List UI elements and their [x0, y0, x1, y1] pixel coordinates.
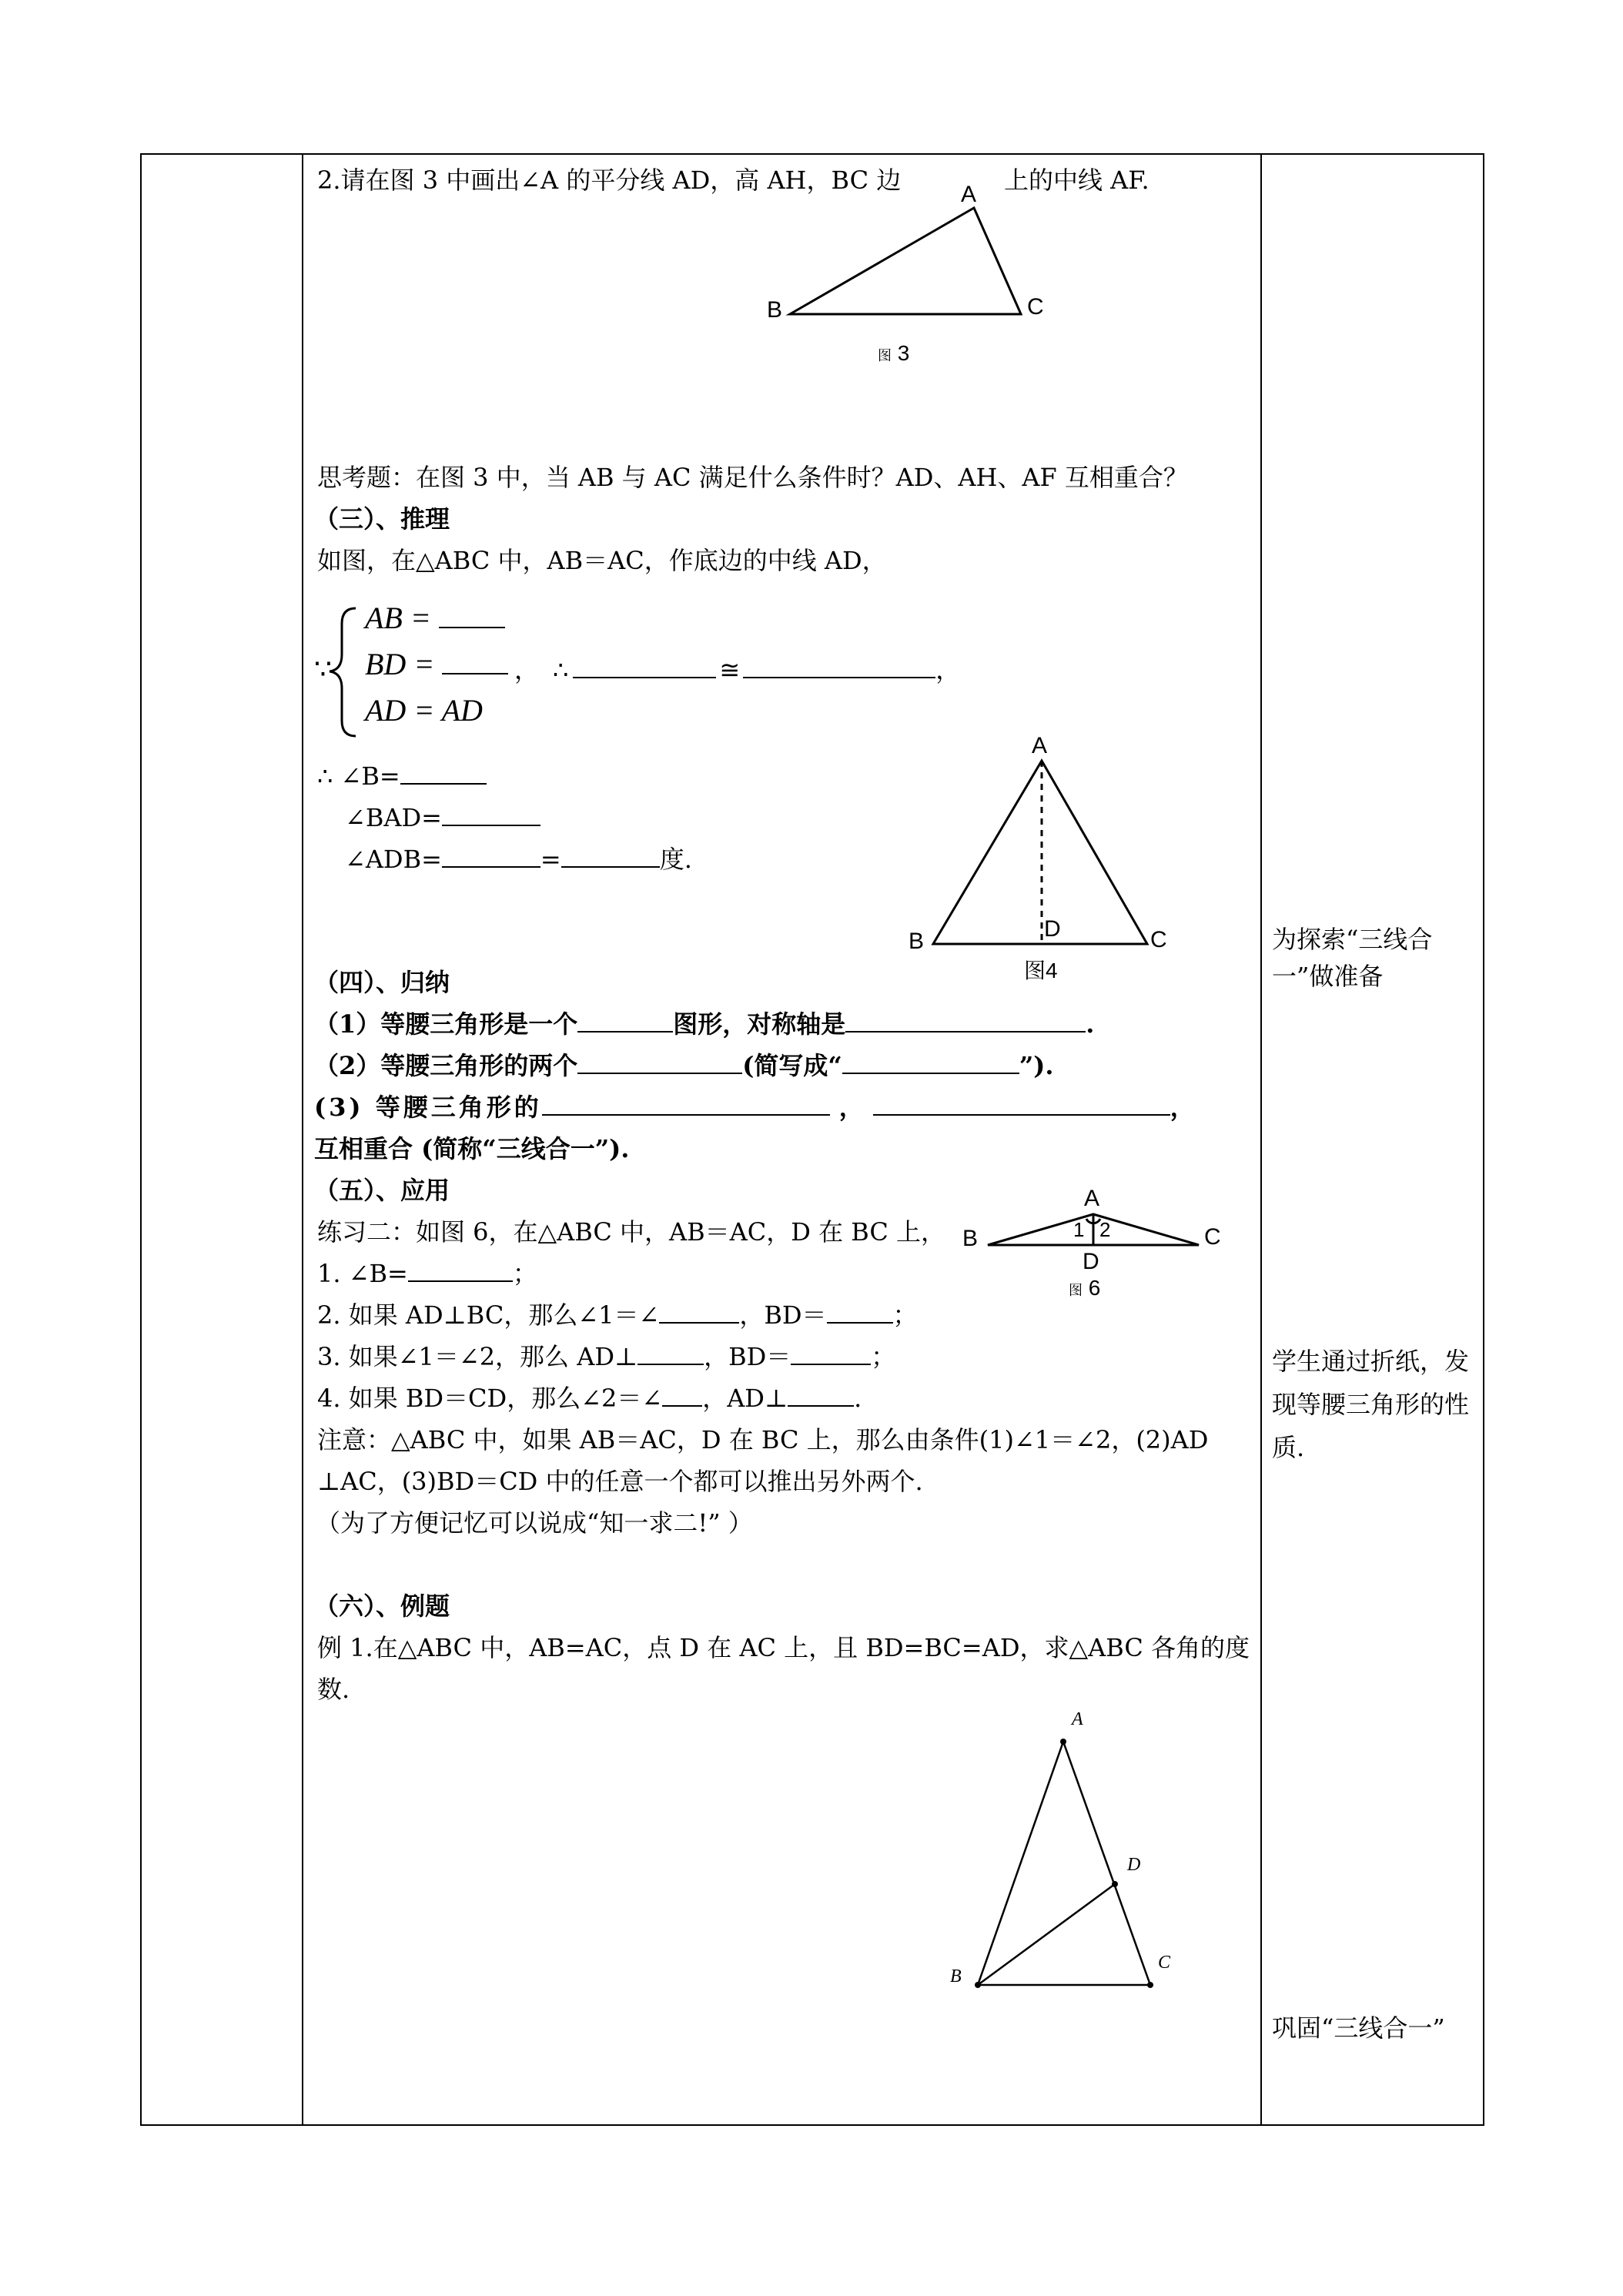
blank-two-items[interactable] — [577, 1049, 742, 1074]
attention-note-1: 注意：△ABC 中，如果 AB＝AC，D 在 BC 上，那么由条件(1)∠1＝∠2，(2)AD — [317, 1425, 1209, 1454]
question-1: 1. ∠B= ； — [317, 1259, 537, 1288]
fig4-label-d: D — [1044, 916, 1061, 942]
ex1-label-a: A — [1072, 1709, 1083, 1729]
think-question: 思考题：在图 3 中，当 AB 与 AC 满足什么条件时？AD、AH、AF 互相重合？ — [317, 463, 1188, 492]
blank-line-1[interactable] — [542, 1091, 830, 1116]
task2-text-tail: 上的中线 AF. — [1004, 166, 1149, 195]
blank-angle-bad[interactable] — [442, 802, 540, 826]
blank-line-2[interactable] — [873, 1091, 1170, 1116]
ex1-label-d: D — [1127, 1855, 1141, 1875]
fig4-caption: 图4 — [1024, 959, 1058, 982]
section5-heading: （五）、应用 — [314, 1176, 450, 1205]
angle-b-line: ∴ ∠B= — [317, 759, 487, 793]
fig4-label-c: C — [1150, 927, 1167, 952]
section3-intro: 如图，在△ABC 中，AB＝AC，作底边的中线 AD， — [317, 546, 887, 575]
fig4-label-b: B — [909, 929, 925, 954]
fig3-label-c: C — [1027, 294, 1044, 320]
blank-q4-1[interactable] — [662, 1382, 702, 1407]
system-line-3: AD = AD — [365, 693, 483, 728]
fig4-label-a: A — [1032, 733, 1048, 758]
blank-angle-adb-1[interactable] — [442, 843, 540, 868]
blank-triangle-1[interactable] — [573, 654, 716, 678]
sidenote-folding: 学生通过折纸，发现等腰三角形的性质. — [1272, 1347, 1470, 1462]
fig6-angle-1: 1 — [1073, 1218, 1085, 1241]
blank-axis[interactable] — [845, 1008, 1086, 1033]
system-line-1: AB = — [365, 599, 505, 638]
example-1-triangle — [978, 1742, 1150, 1985]
question-2: 2. 如果 AD⊥BC，那么∠1＝∠ ，BD＝ ； — [317, 1300, 918, 1330]
memory-tip: （为了方便记忆可以说成“知一求二!” ） — [316, 1508, 753, 1538]
blank-q1[interactable] — [408, 1257, 513, 1282]
ex1-label-c: C — [1158, 1953, 1171, 1973]
blank-ab[interactable] — [439, 604, 505, 628]
section3-heading: （三）、推理 — [314, 504, 450, 534]
section6-heading: （六）、例题 — [314, 1591, 450, 1621]
blank-short-name[interactable] — [842, 1049, 1019, 1074]
ex1-label-b: B — [950, 1966, 962, 1986]
fig3-label-a: A — [961, 182, 977, 207]
blank-angle-adb-2[interactable] — [561, 843, 660, 868]
fig6-angle-2: 2 — [1099, 1218, 1111, 1241]
equation-brace — [330, 608, 356, 736]
because-symbol: ∵ — [314, 654, 332, 685]
induction-item-3: (3) 等腰三角形的 ， ， — [314, 1093, 1195, 1122]
example-1-text: 例 1.在△ABC 中，AB=AC，点 D 在 AC 上，且 BD=BC=AD，求△ABC 各角的度 — [317, 1633, 1250, 1662]
fig6-label-c: C — [1204, 1224, 1221, 1250]
attention-note-2: ⊥AC，(3)BD＝CD 中的任意一个都可以推出另外两个. — [317, 1467, 923, 1496]
fig6-label-a: A — [1084, 1186, 1100, 1211]
sidenote-three-lines: 为探索“三线合一”做准备 — [1272, 925, 1433, 991]
induction-item-3-end: 互相重合 (简称“三线合一”). — [314, 1134, 630, 1163]
congruence-line: ， ∴ ≅ ， — [514, 655, 961, 684]
blank-triangle-2[interactable] — [743, 654, 935, 678]
sidenote-consolidate: 巩固“三线合一” — [1272, 2013, 1445, 2043]
angle-bad-line: ∠BAD= — [345, 801, 540, 835]
fig3-label-b: B — [767, 297, 783, 323]
blank-angle-b[interactable] — [400, 760, 487, 785]
figure-4-triangle — [933, 761, 1147, 944]
fig6-caption: 图 6 — [1069, 1276, 1101, 1300]
induction-item-2: （2）等腰三角形的两个 (简写成“ ”). — [314, 1051, 1054, 1080]
fig6-label-b: B — [962, 1226, 979, 1251]
question-3: 3. 如果∠1＝∠2，那么 AD⊥ ，BD＝ ； — [317, 1342, 896, 1371]
example-1-text-end: 数. — [317, 1675, 350, 1704]
induction-item-1: （1）等腰三角形是一个 图形，对称轴是 . — [314, 1009, 1095, 1039]
fig6-label-d: D — [1083, 1249, 1099, 1274]
angle-adb-line: ∠ADB= = 度. — [345, 845, 692, 874]
blank-figure-type[interactable] — [577, 1008, 673, 1033]
section4-heading: （四）、归纳 — [314, 968, 450, 997]
blank-q3-2[interactable] — [791, 1340, 871, 1365]
blank-q2-1[interactable] — [659, 1299, 739, 1324]
blank-bd[interactable] — [442, 650, 508, 674]
figure-6-triangle — [988, 1214, 1199, 1245]
blank-q4-2[interactable] — [788, 1382, 854, 1407]
blank-q2-2[interactable] — [827, 1299, 893, 1324]
figure-3-triangle — [790, 208, 1021, 314]
fig3-caption: 图 3 — [878, 341, 910, 365]
system-line-2: BD = — [365, 645, 508, 684]
exercise-2-intro: 练习二：如图 6，在△ABC 中，AB＝AC，D 在 BC 上， — [317, 1217, 946, 1247]
blank-q3-1[interactable] — [637, 1340, 704, 1365]
task2-text: 2.请在图 3 中画出∠A 的平分线 AD，高 AH，BC 边 — [317, 166, 902, 195]
question-4: 4. 如果 BD＝CD，那么∠2＝∠ ，AD⊥ . — [317, 1384, 862, 1413]
